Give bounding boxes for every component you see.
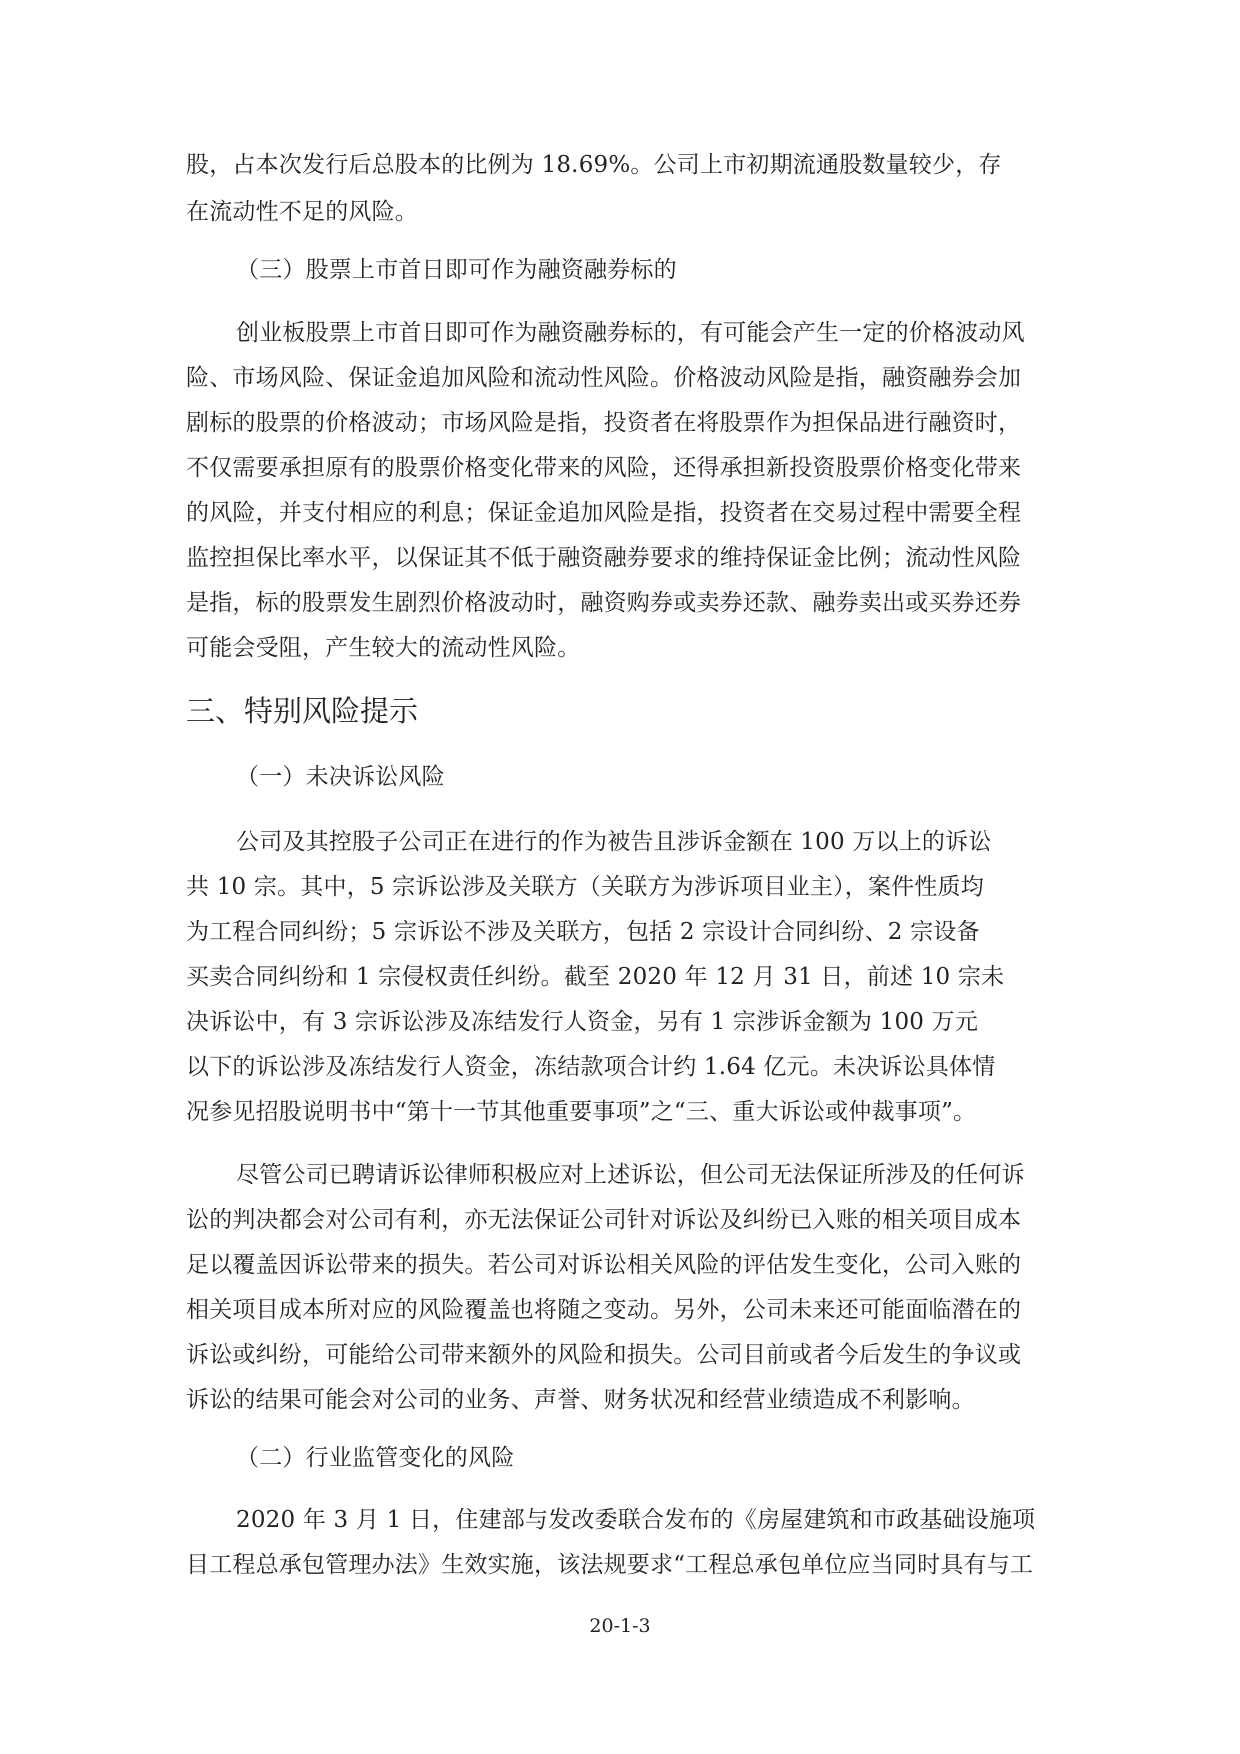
section-subheading: （二）行业监管变化的风险 xyxy=(236,1445,515,1471)
paragraph-line: 以下的诉讼涉及冻结发行人资金，冻结款项合计约 1.64 亿元。未决诉讼具体情 xyxy=(186,1054,996,1080)
paragraph-line: 公司及其控股子公司正在进行的作为被告且涉诉金额在 100 万以上的诉讼 xyxy=(236,829,992,855)
paragraph-line: 股，占本次发行后总股本的比例为 18.69%。公司上市初期流通股数量较少，存 xyxy=(186,152,1002,178)
paragraph-line: 不仅需要承担原有的股票价格变化带来的风险，还得承担新投资股票价格变化带来 xyxy=(186,455,1022,481)
paragraph-line: 的风险，并支付相应的利息；保证金追加风险是指，投资者在交易过程中需要全程 xyxy=(186,500,1022,526)
paragraph-line: 是指，标的股票发生剧烈价格波动时，融资购券或卖券还款、融券卖出或买券还券 xyxy=(186,590,1022,616)
paragraph-line: 足以覆盖因诉讼带来的损失。若公司对诉讼相关风险的评估发生变化，公司入账的 xyxy=(186,1252,1022,1278)
section-subheading: （三）股票上市首日即可作为融资融券标的 xyxy=(236,257,677,283)
paragraph-line: 尽管公司已聘请诉讼律师积极应对上述诉讼，但公司无法保证所涉及的任何诉 xyxy=(236,1162,1025,1188)
paragraph-line: 目工程总承包管理办法》生效实施，该法规要求“工程总承包单位应当同时具有与工 xyxy=(186,1552,1034,1578)
paragraph-line: 买卖合同纠纷和 1 宗侵权责任纠纷。截至 2020 年 12 月 31 日，前述 10 宗未 xyxy=(186,964,1005,990)
section-heading: 三、特别风险提示 xyxy=(186,694,419,728)
paragraph-line: 创业板股票上市首日即可作为融资融券标的，有可能会产生一定的价格波动风 xyxy=(236,320,1025,346)
paragraph-line: 2020 年 3 月 1 日，住建部与发改委联合发布的《房屋建筑和市政基础设施项 xyxy=(236,1507,1036,1533)
paragraph-line: 共 10 宗。其中，5 宗诉讼涉及关联方（关联方为涉诉项目业主），案件性质均 xyxy=(186,874,984,900)
paragraph-line: 诉讼的结果可能会对公司的业务、声誉、财务状况和经营业绩造成不利影响。 xyxy=(186,1387,975,1413)
paragraph-line: 险、市场风险、保证金追加风险和流动性风险。价格波动风险是指，融资融券会加 xyxy=(186,365,1022,391)
paragraph-line: 监控担保比率水平，以保证其不低于融资融券要求的维持保证金比例；流动性风险 xyxy=(186,545,1022,571)
paragraph-line: 在流动性不足的风险。 xyxy=(186,199,418,225)
paragraph-line: 决诉讼中，有 3 宗诉讼涉及冻结发行人资金，另有 1 宗涉诉金额为 100 万元 xyxy=(186,1009,979,1035)
paragraph-line: 相关项目成本所对应的风险覆盖也将随之变动。另外，公司未来还可能面临潜在的 xyxy=(186,1297,1022,1323)
section-subheading: （一）未决诉讼风险 xyxy=(236,764,445,790)
paragraph-line: 讼的判决都会对公司有利，亦无法保证公司针对诉讼及纠纷已入账的相关项目成本 xyxy=(186,1207,1022,1233)
paragraph-line: 可能会受阻，产生较大的流动性风险。 xyxy=(186,635,581,661)
paragraph-line: 诉讼或纠纷，可能给公司带来额外的风险和损失。公司目前或者今后发生的争议或 xyxy=(186,1342,1022,1368)
paragraph-line: 况参见招股说明书中“第十一节其他重要事项”之“三、重大诉讼或仲裁事项”。 xyxy=(186,1099,977,1125)
paragraph-line: 为工程合同纠纷；5 宗诉讼不涉及关联方，包括 2 宗设计合同纠纷、2 宗设备 xyxy=(186,919,980,945)
page-number: 20-1-3 xyxy=(589,1615,651,1637)
paragraph-line: 剧标的股票的价格波动；市场风险是指，投资者在将股票作为担保品进行融资时， xyxy=(186,410,1022,436)
